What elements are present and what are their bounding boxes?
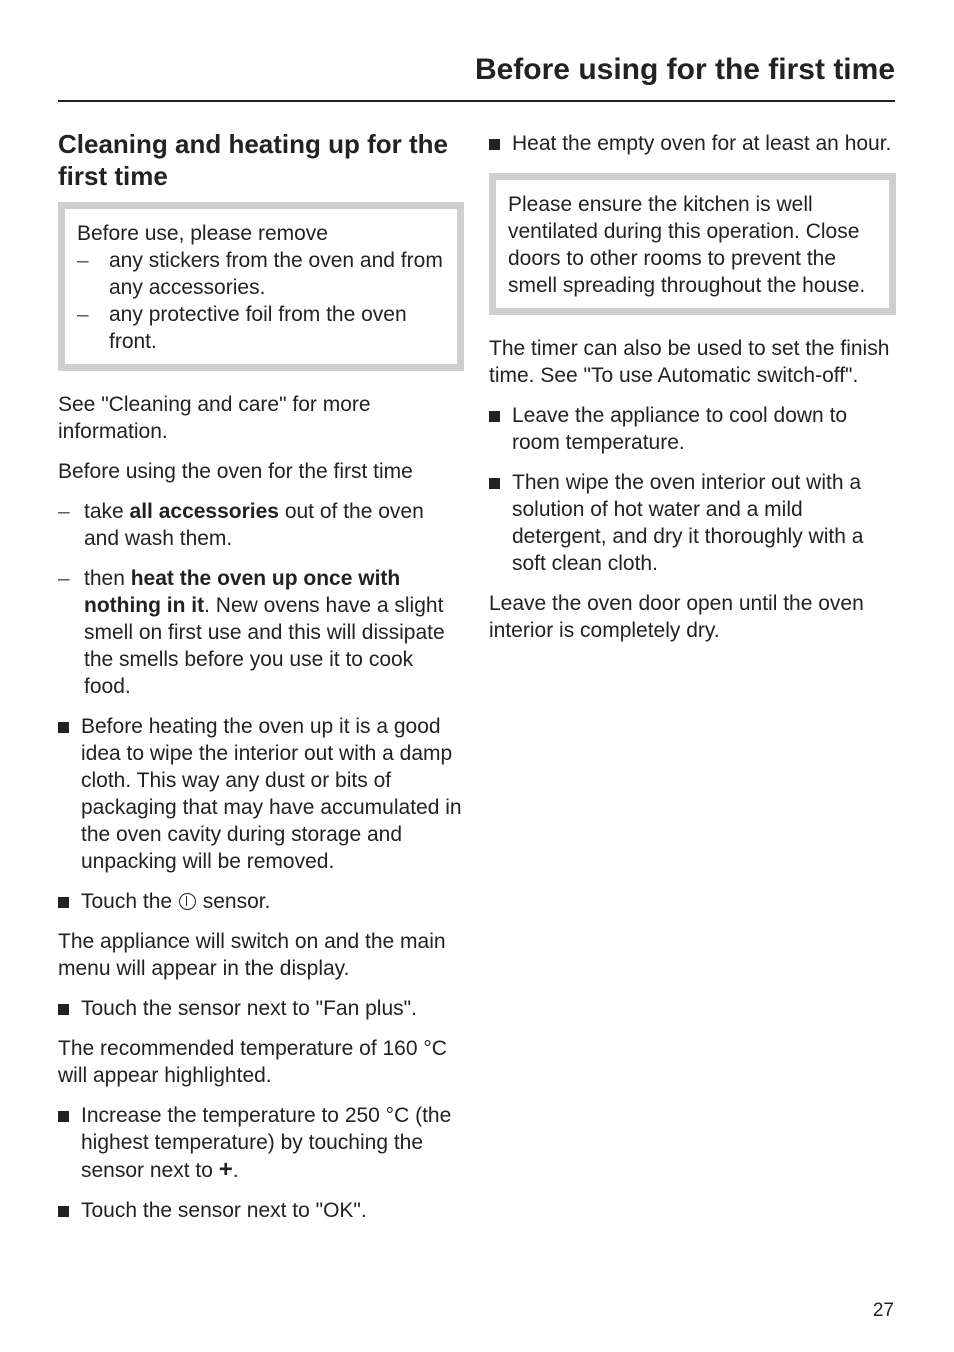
page-title: Before using for the first time <box>474 53 895 86</box>
wipe-bullet-list <box>58 713 464 915</box>
step-fan-plus: Touch the sensor next to "Fan plus". <box>58 995 464 1022</box>
square-bullet <box>58 897 69 908</box>
step-increase-temperature: Increase the temperature to 250 °C (the highest temperature) by touching the sensor next to +. <box>58 1102 464 1184</box>
remove-list <box>77 247 445 355</box>
step-heat-oven: – then heat the oven up once with nothing in it. New ovens have a slight smell on first use and this will dissipate the smells before you use it to cook food. <box>58 567 445 698</box>
step-wash-accessories: – take all accessories out of the oven and wash them. <box>58 500 424 550</box>
right-column <box>489 130 896 657</box>
heat-empty-list <box>489 130 896 157</box>
page-number: 27 <box>872 1300 894 1321</box>
dash-mark: – <box>77 303 89 326</box>
square-bullet <box>58 1111 69 1122</box>
section-title: Cleaning and heating up for the first time <box>58 129 448 191</box>
remove-notice-intro: Before use, please remove <box>77 222 328 245</box>
square-bullet <box>489 478 500 489</box>
square-bullet <box>58 1004 69 1015</box>
remove-item: – any protective foil from the oven front. <box>77 303 407 353</box>
step-cool-down: Leave the appliance to cool down to room temperature. <box>489 402 896 456</box>
left-column <box>58 128 464 1237</box>
step-wipe-interior: Before heating the oven up it is a good idea to wipe the interior out with a damp cloth. This way any dust or bits of packaging that may have accumulated in the oven cavity during storage and unpacking will be removed. <box>58 713 464 875</box>
step-touch-ok: Touch the sensor next to "OK". <box>58 1197 464 1224</box>
step-heat-empty: Heat the empty oven for at least an hour. <box>489 130 896 157</box>
square-bullet <box>58 1206 69 1217</box>
page-header <box>58 52 895 102</box>
see-more-text: See "Cleaning and care" for more information. <box>58 393 371 443</box>
square-bullet <box>58 722 69 733</box>
first-use-steps <box>58 498 464 700</box>
cleanup-steps <box>489 402 896 577</box>
fan-plus-list <box>58 995 464 1022</box>
step-touch-onoff: Touch the sensor. <box>58 888 464 915</box>
recommended-temp-text: The recommended temperature of 160 °C will appear highlighted. <box>58 1037 447 1087</box>
dash-mark: – <box>58 567 70 590</box>
on-off-icon <box>179 893 196 910</box>
timer-text: The timer can also be used to set the finish time. See "To use Automatic switch-off". <box>489 337 890 387</box>
switch-on-text: The appliance will switch on and the main menu will appear in the display. <box>58 930 446 980</box>
before-using-text: Before using the oven for the first time <box>58 460 413 483</box>
ventilation-notice-box <box>489 173 896 315</box>
remove-item: – any stickers from the oven and from any accessories. <box>77 249 443 299</box>
door-open-text: Leave the oven door open until the oven interior is completely dry. <box>489 592 864 642</box>
dash-mark: – <box>58 500 70 523</box>
ventilation-notice-text: Please ensure the kitchen is well ventilated during this operation. Close doors to other rooms to prevent the smell spreading throughout the house. <box>508 193 866 297</box>
plus-icon: + <box>218 1156 233 1183</box>
square-bullet <box>489 411 500 422</box>
temperature-steps <box>58 1102 464 1224</box>
square-bullet <box>489 139 500 150</box>
step-wipe-oven: Then wipe the oven interior out with a solution of hot water and a mild detergent, and dry it thoroughly with a soft clean cloth. <box>489 469 896 577</box>
remove-notice-box <box>58 202 464 371</box>
dash-mark: – <box>77 249 89 272</box>
